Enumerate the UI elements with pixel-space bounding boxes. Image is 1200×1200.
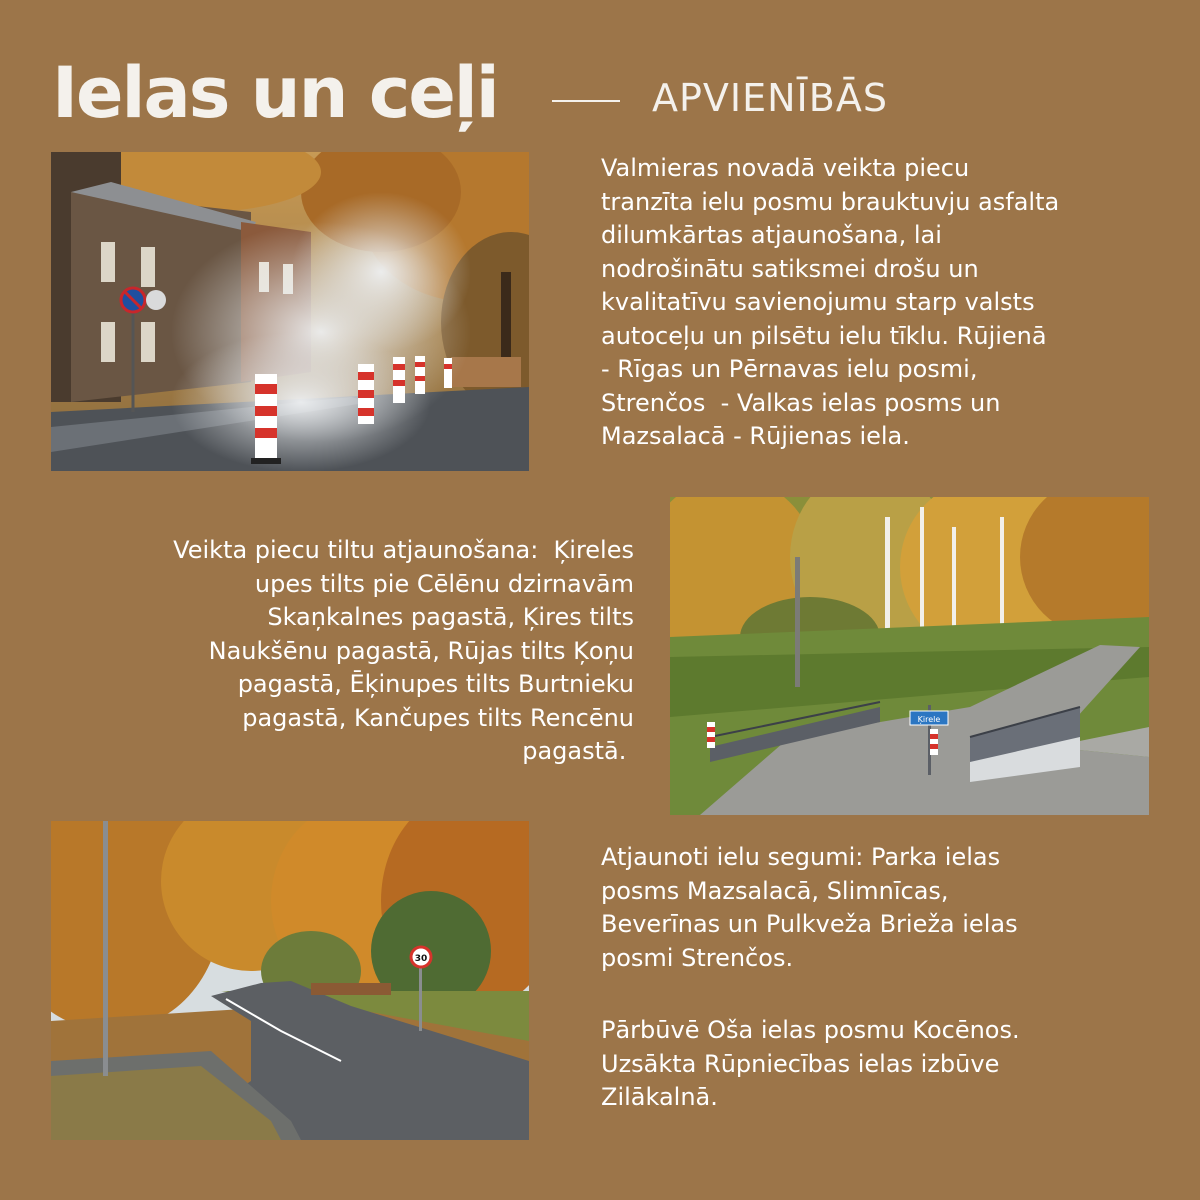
photo-asphalt-works — [51, 152, 529, 471]
paragraph-road-surfaces: Atjaunoti ielu segumi: Parka ielas posms Mazsalacā, Slimnīcas, Beverīnas un Pulkveža Brieža ielas posmi Strenčos. — [601, 843, 1018, 972]
photo-autumn-road — [51, 821, 529, 1140]
photo-bridge — [670, 497, 1149, 815]
page-title: Ielas un ceļi — [52, 52, 498, 134]
title-divider — [552, 100, 620, 102]
bridge-sign-text: Ķirele — [917, 715, 941, 724]
page-subtitle: APVIENĪBĀS — [652, 76, 888, 120]
paragraph-transit-roads: Valmieras novadā veikta piecu tranzīta ielu posmu brauktuvju asfalta dilumkārtas atjaunošana, lai nodrošinātu satiksmei drošu un kvalitatīvu savienojumu starp valsts autoceļu un pilsētu ielu tīklu. Rūjienā - Rīgas un Pērnavas ielu posmi, Strenčos - Valkas ielas posms un Mazsalacā - Rūjienas iela. — [601, 154, 1060, 450]
paragraph-bridges: Veikta piecu tiltu atjaunošana: Ķireles upes tilts pie Cēlēnu dzirnavām Skaņkalnes pagastā, Ķires tilts Naukšēnu pagastā, Rūjas tilts Ķoņu pagastā, Ēķinupes tilts Burtnieku pagastā, Kančupes tilts Rencēnu pagastā. — [173, 536, 634, 765]
speed-sign-text: 30 — [414, 954, 428, 964]
paragraph-reconstruction: Pārbūvē Oša ielas posmu Kocēnos. Uzsākta Rūpniecības ielas izbūve Zilākalnā. — [601, 1016, 1020, 1111]
